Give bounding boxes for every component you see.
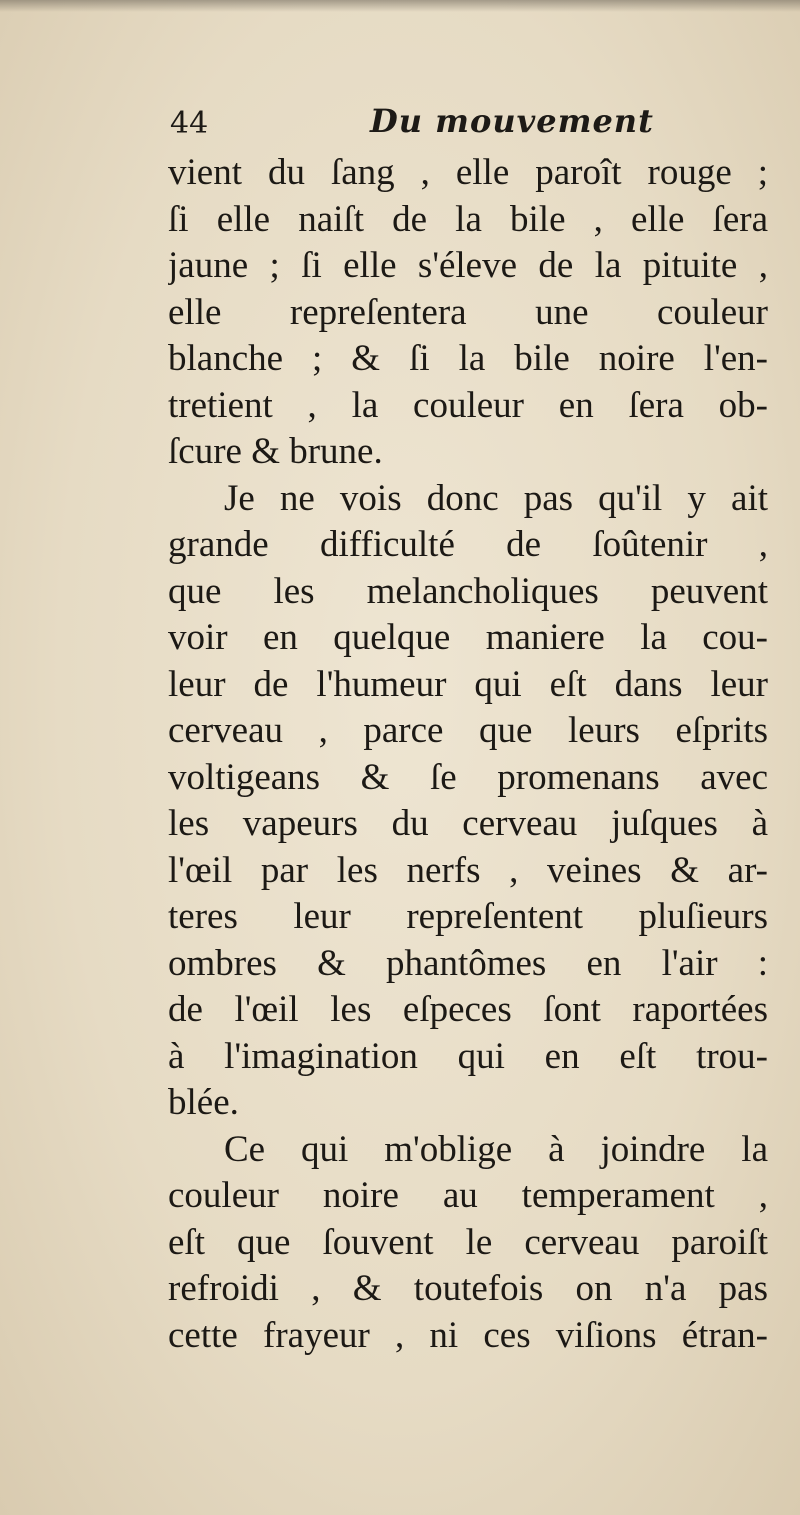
text-line: blée. xyxy=(168,1082,239,1123)
text-line: vient du ſang , elle paroît rouge ; xyxy=(168,152,768,193)
text-line: cette frayeur , ni ces viſions étran- xyxy=(168,1314,768,1356)
text-line: les vapeurs du cerveau juſques à xyxy=(168,803,768,844)
text-line: grande difficulté de ſoûtenir , xyxy=(168,524,768,565)
text-line: Je ne vois donc pas qu'il y ait xyxy=(224,477,768,519)
text-line: voltigeans & ſe promenans avec xyxy=(168,756,768,798)
text-line: jaune ; ſi elle s'éleve de la pituite , xyxy=(168,245,768,286)
running-head: Du mouvement xyxy=(370,102,654,140)
text-line: ſi elle naiſt de la bile , elle ſera xyxy=(168,198,768,240)
text-line: que les melancholiques peuvent xyxy=(168,570,768,612)
text-line: cerveau , parce que leurs eſprits xyxy=(168,710,768,751)
text-line: elle repreſentera une couleur xyxy=(168,291,768,333)
text-line: Ce qui m'oblige à joindre la xyxy=(224,1128,768,1170)
text-line: l'œil par les nerfs , veines & ar- xyxy=(168,849,768,891)
text-line: ombres & phantômes en l'air : xyxy=(168,942,768,984)
text-line: ſcure & brune. xyxy=(168,431,383,472)
text-line: eſt que ſouvent le cerveau paroiſt xyxy=(168,1221,768,1263)
text-line: voir en quelque maniere la cou- xyxy=(168,617,768,658)
text-line: de l'œil les eſpeces ſont raportées xyxy=(168,989,768,1030)
body-text xyxy=(168,150,768,1359)
page-top-shadow xyxy=(0,0,800,12)
text-line: leur de l'humeur qui eſt dans leur xyxy=(168,663,768,705)
text-line: teres leur repreſentent pluſieurs xyxy=(168,896,768,937)
page-number: 44 xyxy=(170,106,209,141)
page-header xyxy=(170,100,770,150)
text-line: tretient , la couleur en ſera ob- xyxy=(168,384,768,426)
text-line: couleur noire au temperament , xyxy=(168,1175,768,1216)
text-line: blanche ; & ſi la bile noire l'en- xyxy=(168,338,768,379)
text-line: refroidi , & toutefois on n'a pas xyxy=(168,1268,768,1309)
text-line: à l'imagination qui en eſt trou- xyxy=(168,1035,768,1077)
